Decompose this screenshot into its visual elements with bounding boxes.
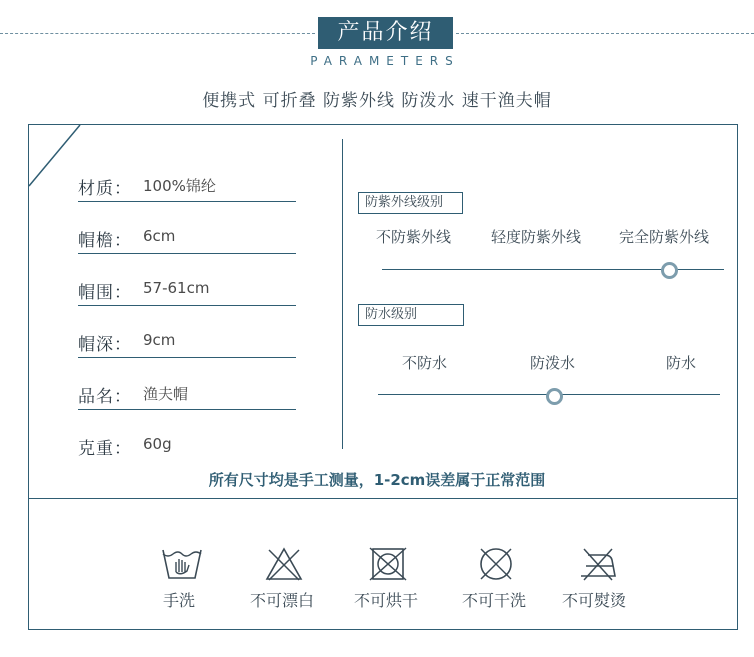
- care-label-no-tumble-dry: 不可烘干: [354, 591, 419, 610]
- spec-underline: [78, 253, 296, 254]
- no-bleach-icon: [264, 546, 304, 582]
- water-level-label: 不防水: [402, 354, 448, 372]
- care-label-no-dry-clean: 不可干洗: [462, 591, 527, 610]
- spec-label: 克重：: [78, 439, 132, 459]
- header-dash-left: [0, 33, 315, 34]
- uv-scale-title: 防紫外线级别: [358, 192, 463, 214]
- spec-label: 品名：: [78, 387, 132, 407]
- spec-row-brim: [78, 226, 296, 251]
- page-title: 产品介绍: [318, 17, 453, 49]
- spec-row-name: [78, 382, 296, 407]
- spec-row-material: [78, 174, 296, 199]
- spec-underline: [78, 305, 296, 306]
- water-level-label: 防水: [666, 354, 697, 372]
- spec-value: 57-61cm: [143, 279, 210, 297]
- care-label-no-bleach: 不可漂白: [250, 591, 315, 610]
- uv-scale-marker: [661, 262, 678, 279]
- column-divider: [342, 139, 343, 449]
- spec-value: 60g: [143, 435, 172, 453]
- no-dry-clean-icon: [476, 546, 516, 582]
- page-subtitle-en: PARAMETERS: [310, 54, 460, 68]
- corner-decoration: [28, 124, 82, 188]
- spec-underline: [78, 409, 296, 410]
- panel-divider: [28, 498, 738, 499]
- spec-underline: [78, 357, 296, 358]
- no-iron-icon: [578, 546, 618, 582]
- spec-row-circumference: [78, 278, 296, 303]
- spec-label: 帽围：: [78, 283, 132, 303]
- spec-label: 帽檐：: [78, 231, 132, 251]
- measurement-note: 所有尺寸均是手工测量，1-2cm误差属于正常范围: [208, 471, 546, 489]
- water-scale-marker: [546, 388, 563, 405]
- spec-value: 100%锦纶: [143, 177, 216, 195]
- spec-row-depth: [78, 330, 296, 355]
- spec-underline: [78, 201, 296, 202]
- water-level-label: 防泼水: [530, 354, 576, 372]
- care-label-hand-wash: 手洗: [163, 591, 196, 610]
- spec-value: 9cm: [143, 331, 176, 349]
- uv-level-label: 不防紫外线: [376, 228, 452, 246]
- uv-level-label: 完全防紫外线: [619, 228, 710, 246]
- water-scale-title: 防水级别: [358, 304, 464, 326]
- spec-value: 渔夫帽: [143, 385, 189, 403]
- spec-value: 6cm: [143, 227, 176, 245]
- hand-wash-icon: [160, 546, 204, 582]
- product-line: 便携式 可折叠 防紫外线 防泼水 速干渔夫帽: [202, 91, 552, 111]
- care-label-no-iron: 不可熨烫: [562, 591, 627, 610]
- uv-level-label: 轻度防紫外线: [491, 228, 582, 246]
- spec-label: 帽深：: [78, 335, 132, 355]
- no-tumble-dry-icon: [368, 546, 408, 582]
- spec-label: 材质：: [78, 179, 132, 199]
- header-dash-right: [456, 33, 754, 34]
- spec-row-weight: [78, 434, 296, 459]
